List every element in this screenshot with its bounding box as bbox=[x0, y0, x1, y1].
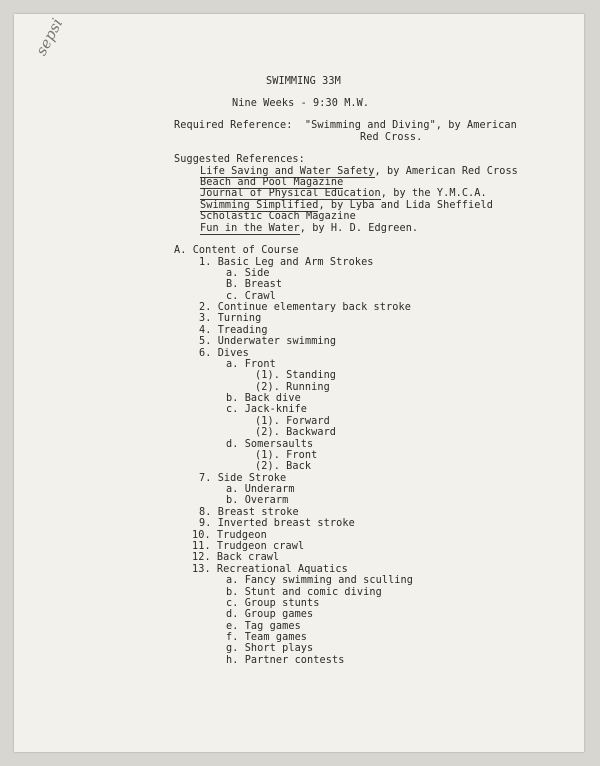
reference-details: , by the Y.M.C.A. bbox=[380, 188, 487, 200]
content-heading: A. Content of Course bbox=[174, 245, 299, 256]
outline-item: 11. Trudgeon crawl bbox=[192, 541, 305, 552]
reference-title: Beach and Pool Magazine bbox=[200, 176, 344, 188]
handwritten-note: sepsi bbox=[32, 15, 67, 59]
outline-item: a. Front bbox=[226, 358, 276, 370]
reference-title: Scholastic Coach Magazine bbox=[200, 211, 356, 223]
suggested-reference-item bbox=[200, 166, 518, 177]
outline-item: 4. Treading bbox=[199, 324, 268, 336]
reference-details: , by American Red Cross bbox=[374, 165, 518, 177]
outline-item: 13. Recreational Aquatics bbox=[192, 563, 348, 575]
outline-item: b. Back dive bbox=[226, 393, 301, 405]
outline-item: d. Group games bbox=[226, 609, 314, 621]
outline-item: 1. Basic Leg and Arm Strokes bbox=[199, 256, 374, 268]
reference-title: Swimming Simplified bbox=[200, 199, 319, 211]
reference-details: , by H. D. Edgreen. bbox=[299, 222, 419, 234]
required-reference-label: Required Reference: bbox=[174, 120, 293, 131]
course-title: SWIMMING 33M bbox=[266, 76, 341, 87]
outline-item: 9. Inverted breast stroke bbox=[199, 518, 355, 530]
suggested-reference-item bbox=[200, 177, 343, 188]
required-reference-text: "Swimming and Diving", by American bbox=[304, 120, 517, 131]
suggested-references-heading: Suggested References: bbox=[174, 154, 305, 165]
outline-item: (2). Running bbox=[255, 381, 330, 393]
reference-details: , by Lyba and Lida Sheffield bbox=[318, 199, 493, 211]
suggested-reference-item bbox=[200, 188, 487, 199]
suggested-reference-item bbox=[200, 211, 356, 222]
outline-item: c. Crawl bbox=[226, 290, 276, 302]
outline-item: (2). Back bbox=[255, 461, 312, 473]
suggested-reference-item bbox=[200, 223, 418, 234]
outline-item: a. Underarm bbox=[226, 484, 295, 496]
outline-item: e. Tag games bbox=[226, 620, 301, 632]
outline-item: f. Team games bbox=[226, 632, 308, 644]
outline-item: (2). Backward bbox=[255, 427, 337, 439]
outline-item: c. Jack-knife bbox=[226, 404, 308, 416]
required-reference-continuation: Red Cross. bbox=[360, 131, 423, 143]
outline-item: 5. Underwater swimming bbox=[199, 336, 337, 348]
outline-item: 7. Side Stroke bbox=[199, 472, 287, 484]
outline-item: B. Breast bbox=[226, 279, 283, 291]
outline-item: b. Overarm bbox=[226, 495, 289, 507]
outline-item: g. Short plays bbox=[226, 643, 314, 655]
outline-item: h. Partner contests bbox=[226, 654, 345, 666]
reference-title: Life Saving and Water Safety bbox=[200, 165, 375, 177]
course-schedule: Nine Weeks - 9:30 M.W. bbox=[232, 98, 370, 109]
outline-item: 12. Back crawl bbox=[192, 552, 280, 564]
outline-item: (1). Front bbox=[255, 449, 318, 461]
outline-item: 3. Turning bbox=[199, 313, 262, 325]
outline-item: 2. Continue elementary back stroke bbox=[199, 302, 411, 314]
outline-item: a. Side bbox=[226, 267, 270, 279]
reference-title: Journal of Physical Education bbox=[200, 188, 381, 200]
outline-item: 8. Breast stroke bbox=[199, 506, 299, 518]
outline-item: b. Stunt and comic diving bbox=[226, 586, 382, 598]
outline-item: a. Fancy swimming and sculling bbox=[226, 575, 414, 587]
outline-item: (1). Standing bbox=[255, 370, 337, 382]
suggested-reference-item bbox=[200, 200, 493, 211]
outline-item: (1). Forward bbox=[255, 415, 330, 427]
document-page bbox=[14, 14, 584, 752]
outline-item: 6. Dives bbox=[199, 347, 249, 359]
outline-item: 10. Trudgeon bbox=[192, 529, 267, 541]
outline-item: c. Group stunts bbox=[226, 597, 320, 609]
outline-item: d. Somersaults bbox=[226, 438, 314, 450]
required-reference bbox=[174, 120, 517, 131]
reference-title: Fun in the Water bbox=[200, 222, 300, 234]
